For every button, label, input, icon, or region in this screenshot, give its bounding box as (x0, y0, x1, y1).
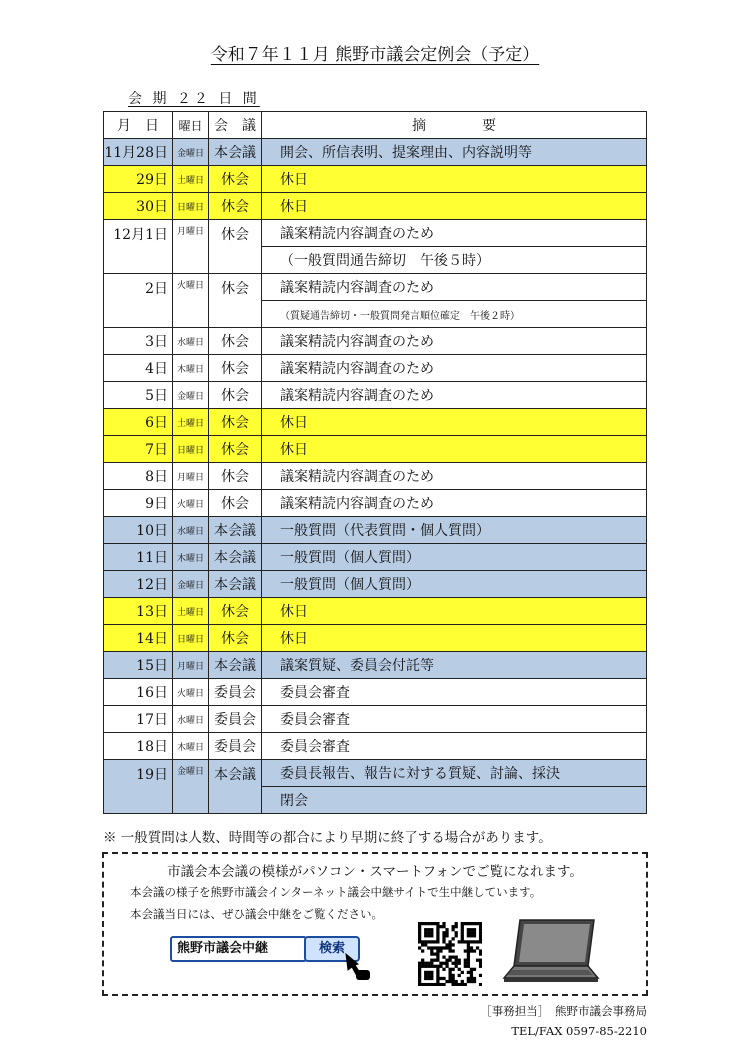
summary-cell: 議案精読内容調査のため (262, 355, 647, 382)
date-cell: 15日 (104, 652, 173, 679)
summary-cell: 議案精読内容調査のため (262, 220, 647, 247)
date-cell: 13日 (104, 598, 173, 625)
dow-cell: 水曜日 (173, 517, 209, 544)
page-title: 令和７年１１月 熊野市議会定例会（予定） (210, 45, 540, 65)
summary-cell: 委員会審査 (262, 679, 647, 706)
meeting-cell: 休会 (209, 274, 262, 328)
meeting-cell: 休会 (209, 328, 262, 355)
dow-cell: 金曜日 (173, 571, 209, 598)
summary-cell: 議案精読内容調査のため (262, 463, 647, 490)
summary-cell: 休日 (262, 193, 647, 220)
summary-cell: 一般質問（代表質問・個人質問） (262, 517, 647, 544)
table-row (104, 409, 647, 436)
dow-cell: 月曜日 (173, 463, 209, 490)
dow-cell: 水曜日 (173, 706, 209, 733)
dow-cell: 火曜日 (173, 490, 209, 517)
table-row (104, 760, 647, 787)
meeting-cell: 休会 (209, 625, 262, 652)
dow-cell: 日曜日 (173, 436, 209, 463)
meeting-cell: 休会 (209, 463, 262, 490)
dow-cell: 土曜日 (173, 166, 209, 193)
summary-cell: 休日 (262, 166, 647, 193)
pointing-hand-icon (342, 950, 374, 982)
header-date: 月 日 (104, 112, 173, 139)
date-cell: 19日 (104, 760, 173, 814)
date-cell: 14日 (104, 625, 173, 652)
date-cell: 12日 (104, 571, 173, 598)
summary-cell: 休日 (262, 409, 647, 436)
summary-cell: 開会、所信表明、提案理由、内容説明等 (262, 139, 647, 166)
tel-fax: TEL/FAX 0597-85-2210 (511, 1024, 647, 1038)
meeting-cell: 休会 (209, 355, 262, 382)
date-cell: 30日 (104, 193, 173, 220)
summary-cell: 休日 (262, 598, 647, 625)
summary-cell: 委員会審査 (262, 706, 647, 733)
table-row (104, 598, 647, 625)
date-cell: 9日 (104, 490, 173, 517)
dow-cell: 金曜日 (173, 760, 209, 814)
table-row (104, 382, 647, 409)
table-row (104, 517, 647, 544)
table-row (104, 733, 647, 760)
meeting-cell: 休会 (209, 220, 262, 274)
table-row (104, 274, 647, 301)
meeting-cell: 本会議 (209, 517, 262, 544)
summary-cell: 一般質問（個人質問） (262, 571, 647, 598)
dow-cell: 木曜日 (173, 355, 209, 382)
office-contact: ［事務担当］ 熊野市議会事務局 (480, 1004, 647, 1018)
summary-cell: 委員長報告、報告に対する質疑、討論、採決 (262, 760, 647, 787)
summary-cell: 休日 (262, 625, 647, 652)
session-period: 会 期 ２２ 日 間 (128, 91, 260, 107)
meeting-cell: 休会 (209, 490, 262, 517)
date-cell: 29日 (104, 166, 173, 193)
summary-cell: 議案精読内容調査のため (262, 274, 647, 301)
table-row (104, 706, 647, 733)
dow-cell: 金曜日 (173, 382, 209, 409)
meeting-cell: 本会議 (209, 544, 262, 571)
date-cell: 3日 (104, 328, 173, 355)
dow-cell: 土曜日 (173, 598, 209, 625)
meeting-cell: 休会 (209, 193, 262, 220)
meeting-cell: 本会議 (209, 571, 262, 598)
broadcast-text-2: 本会議当日には、ぜひ議会中継をご覧ください。 (130, 907, 383, 921)
dow-cell: 日曜日 (173, 625, 209, 652)
meeting-cell: 本会議 (209, 652, 262, 679)
table-row (104, 679, 647, 706)
table-row (104, 436, 647, 463)
date-cell: 2日 (104, 274, 173, 328)
dow-cell: 土曜日 (173, 409, 209, 436)
date-cell: 18日 (104, 733, 173, 760)
meeting-cell: 休会 (209, 166, 262, 193)
summary-cell: 委員会審査 (262, 733, 647, 760)
date-cell: 7日 (104, 436, 173, 463)
date-cell: 10日 (104, 517, 173, 544)
dow-cell: 月曜日 (173, 220, 209, 274)
broadcast-text-1: 本会議の様子を熊野市議会インターネット議会中継サイトで生中継しています。 (130, 885, 542, 899)
date-cell: 11月28日 (104, 139, 173, 166)
date-cell: 16日 (104, 679, 173, 706)
meeting-cell: 本会議 (209, 760, 262, 814)
table-row (104, 220, 647, 247)
dow-cell: 金曜日 (173, 139, 209, 166)
search-button[interactable]: 検索 (304, 936, 360, 962)
summary-cell: （質疑通告締切・一般質問発言順位確定 午後２時） (262, 301, 647, 328)
header-meeting: 会 議 (209, 112, 262, 139)
dow-cell: 火曜日 (173, 274, 209, 328)
meeting-cell: 委員会 (209, 706, 262, 733)
summary-cell: （一般質問通告締切 午後５時） (262, 247, 647, 274)
table-row (104, 625, 647, 652)
summary-cell: 議案質疑、委員会付託等 (262, 652, 647, 679)
meeting-cell: 委員会 (209, 679, 262, 706)
dow-cell: 月曜日 (173, 652, 209, 679)
table-row (104, 652, 647, 679)
summary-cell: 議案精読内容調査のため (262, 490, 647, 517)
date-cell: 5日 (104, 382, 173, 409)
note: ※ 一般質問は人数、時間等の都合により早期に終了する場合があります。 (103, 830, 552, 846)
qr-code-icon (418, 922, 482, 986)
dow-cell: 水曜日 (173, 328, 209, 355)
table-row (104, 328, 647, 355)
meeting-cell: 休会 (209, 598, 262, 625)
summary-cell: 議案精読内容調査のため (262, 382, 647, 409)
date-cell: 11日 (104, 544, 173, 571)
meeting-cell: 休会 (209, 382, 262, 409)
date-cell: 12月1日 (104, 220, 173, 274)
dow-cell: 木曜日 (173, 733, 209, 760)
table-row (104, 193, 647, 220)
summary-cell: 閉会 (262, 787, 647, 814)
header-dow: 曜日 (173, 112, 209, 139)
table-row (104, 355, 647, 382)
broadcast-info-box (102, 852, 648, 996)
meeting-cell: 本会議 (209, 139, 262, 166)
meeting-cell: 休会 (209, 436, 262, 463)
date-cell: 6日 (104, 409, 173, 436)
table-row (104, 571, 647, 598)
table-row (104, 463, 647, 490)
table-row (104, 139, 647, 166)
table-row (104, 490, 647, 517)
schedule-table (103, 111, 647, 814)
broadcast-headline: 市議会本会議の模様がパソコン・スマートフォンでご覧になれます。 (167, 864, 583, 880)
summary-cell: 休日 (262, 436, 647, 463)
date-cell: 17日 (104, 706, 173, 733)
meeting-cell: 委員会 (209, 733, 262, 760)
summary-cell: 一般質問（個人質問） (262, 544, 647, 571)
laptop-icon (502, 916, 602, 986)
dow-cell: 木曜日 (173, 544, 209, 571)
search-input[interactable]: 熊野市議会中継 (170, 936, 307, 962)
header-summary: 摘 要 (262, 112, 647, 139)
date-cell: 8日 (104, 463, 173, 490)
table-row (104, 544, 647, 571)
dow-cell: 日曜日 (173, 193, 209, 220)
table-row (104, 166, 647, 193)
date-cell: 4日 (104, 355, 173, 382)
dow-cell: 火曜日 (173, 679, 209, 706)
summary-cell: 議案精読内容調査のため (262, 328, 647, 355)
meeting-cell: 休会 (209, 409, 262, 436)
